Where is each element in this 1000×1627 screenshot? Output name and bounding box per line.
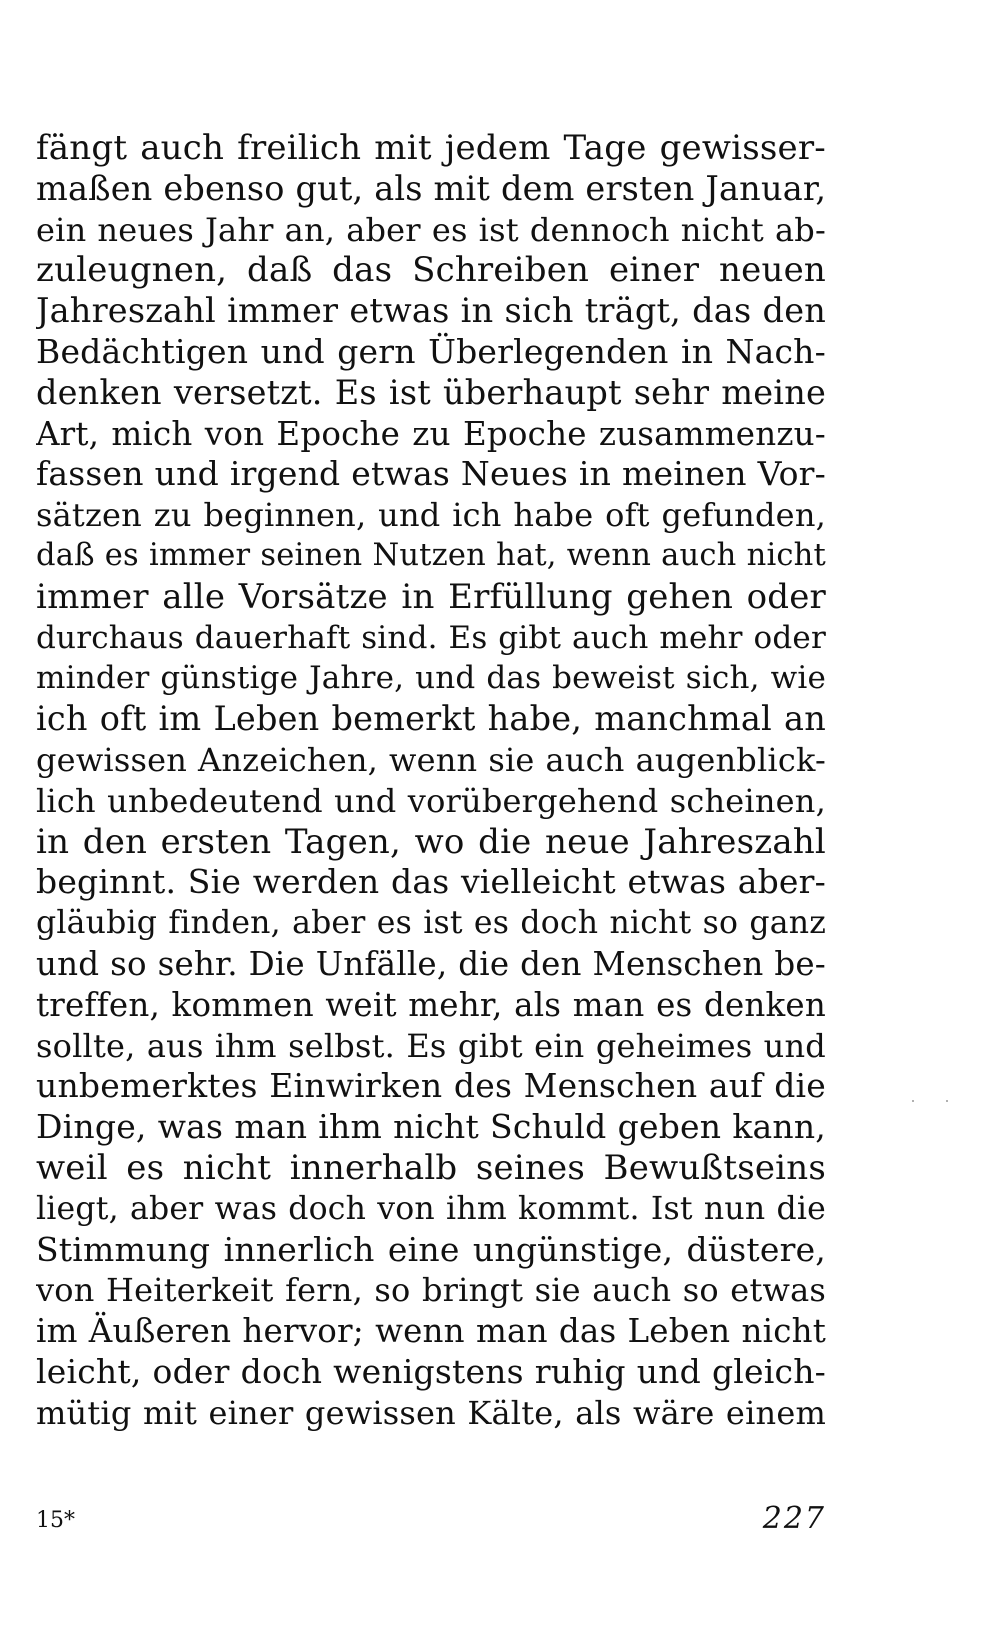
text-line: leicht, oder doch wenigstens ruhig und gleich- [36, 1351, 826, 1391]
text-line: ich oft im Leben bemerkt habe, manchmal an [36, 699, 826, 739]
text-line: fängt auch freilich mit jedem Tage gewisser- [36, 128, 826, 168]
scan-speck [946, 1100, 948, 1102]
text-line: immer alle Vorsätze in Erfüllung gehen oder [36, 576, 826, 617]
text-line: von Heiterkeit fern, so bringt sie auch so etwas [36, 1271, 826, 1310]
text-line: Bedächtigen und gern Überlegenden in Nach- [36, 331, 826, 371]
page-footer [36, 1501, 826, 1541]
text-line: im Äußeren hervor; wenn man das Leben nicht [36, 1312, 826, 1351]
text-line: durchaus dauerhaft sind. Es gibt auch mehr oder [36, 619, 826, 656]
text-line: Art, mich von Epoche zu Epoche zusammenzu- [36, 414, 826, 453]
text-line: daß es immer seinen Nutzen hat, wenn auch nicht [36, 537, 826, 573]
text-line: gewissen Anzeichen, wenn sie auch augenblick- [36, 740, 826, 779]
signature-mark: 15* [36, 1508, 75, 1533]
text-line: mütig mit einer gewissen Kälte, als wäre einem [36, 1393, 826, 1432]
text-line: zuleugnen, daß das Schreiben einer neuen [36, 250, 826, 291]
text-line: denken versetzt. Es ist überhaupt sehr meine [36, 372, 826, 412]
text-line: maßen ebenso gut, als mit dem ersten Januar, [36, 168, 826, 208]
text-line: sätzen zu beginnen, und ich habe oft gefunden, [36, 496, 826, 535]
text-line: liegt, aber was doch von ihm kommt. Ist nun die [36, 1190, 826, 1227]
text-line: in den ersten Tagen, wo die neue Jahreszahl [36, 821, 826, 862]
text-line: minder günstige Jahre, und das beweist sich, wie [36, 660, 826, 697]
text-line: beginnt. Sie werden das vielleicht etwas aber- [36, 862, 826, 902]
page-number: 227 [762, 1501, 826, 1536]
text-line: treffen, kommen weit mehr, als man es denken [36, 985, 826, 1024]
text-line: ein neues Jahr an, aber es ist dennoch nicht ab- [36, 210, 826, 249]
text-line: Stimmung innerlich eine ungünstige, düstere, [36, 1229, 826, 1269]
text-line: und so sehr. Die Unfälle, die den Menschen be- [36, 944, 826, 983]
scan-speck [912, 1100, 914, 1102]
text-line: fassen und irgend etwas Neues in meinen Vor- [36, 454, 826, 494]
text-line: weil es nicht innerhalb seines Bewußtseins [36, 1147, 826, 1188]
text-line: Jahreszahl immer etwas in sich trägt, das den [36, 291, 826, 331]
text-line: gläubig finden, aber es ist es doch nicht so ganz [36, 905, 826, 942]
text-line: Dinge, was man ihm nicht Schuld geben kann, [36, 1107, 826, 1147]
text-line: sollte, aus ihm selbst. Es gibt ein geheimes und [36, 1026, 826, 1065]
text-line: lich unbedeutend und vorübergehend scheinen, [36, 781, 826, 820]
body-text [36, 128, 826, 1434]
text-line: unbemerktes Einwirken des Menschen auf die [36, 1066, 826, 1106]
